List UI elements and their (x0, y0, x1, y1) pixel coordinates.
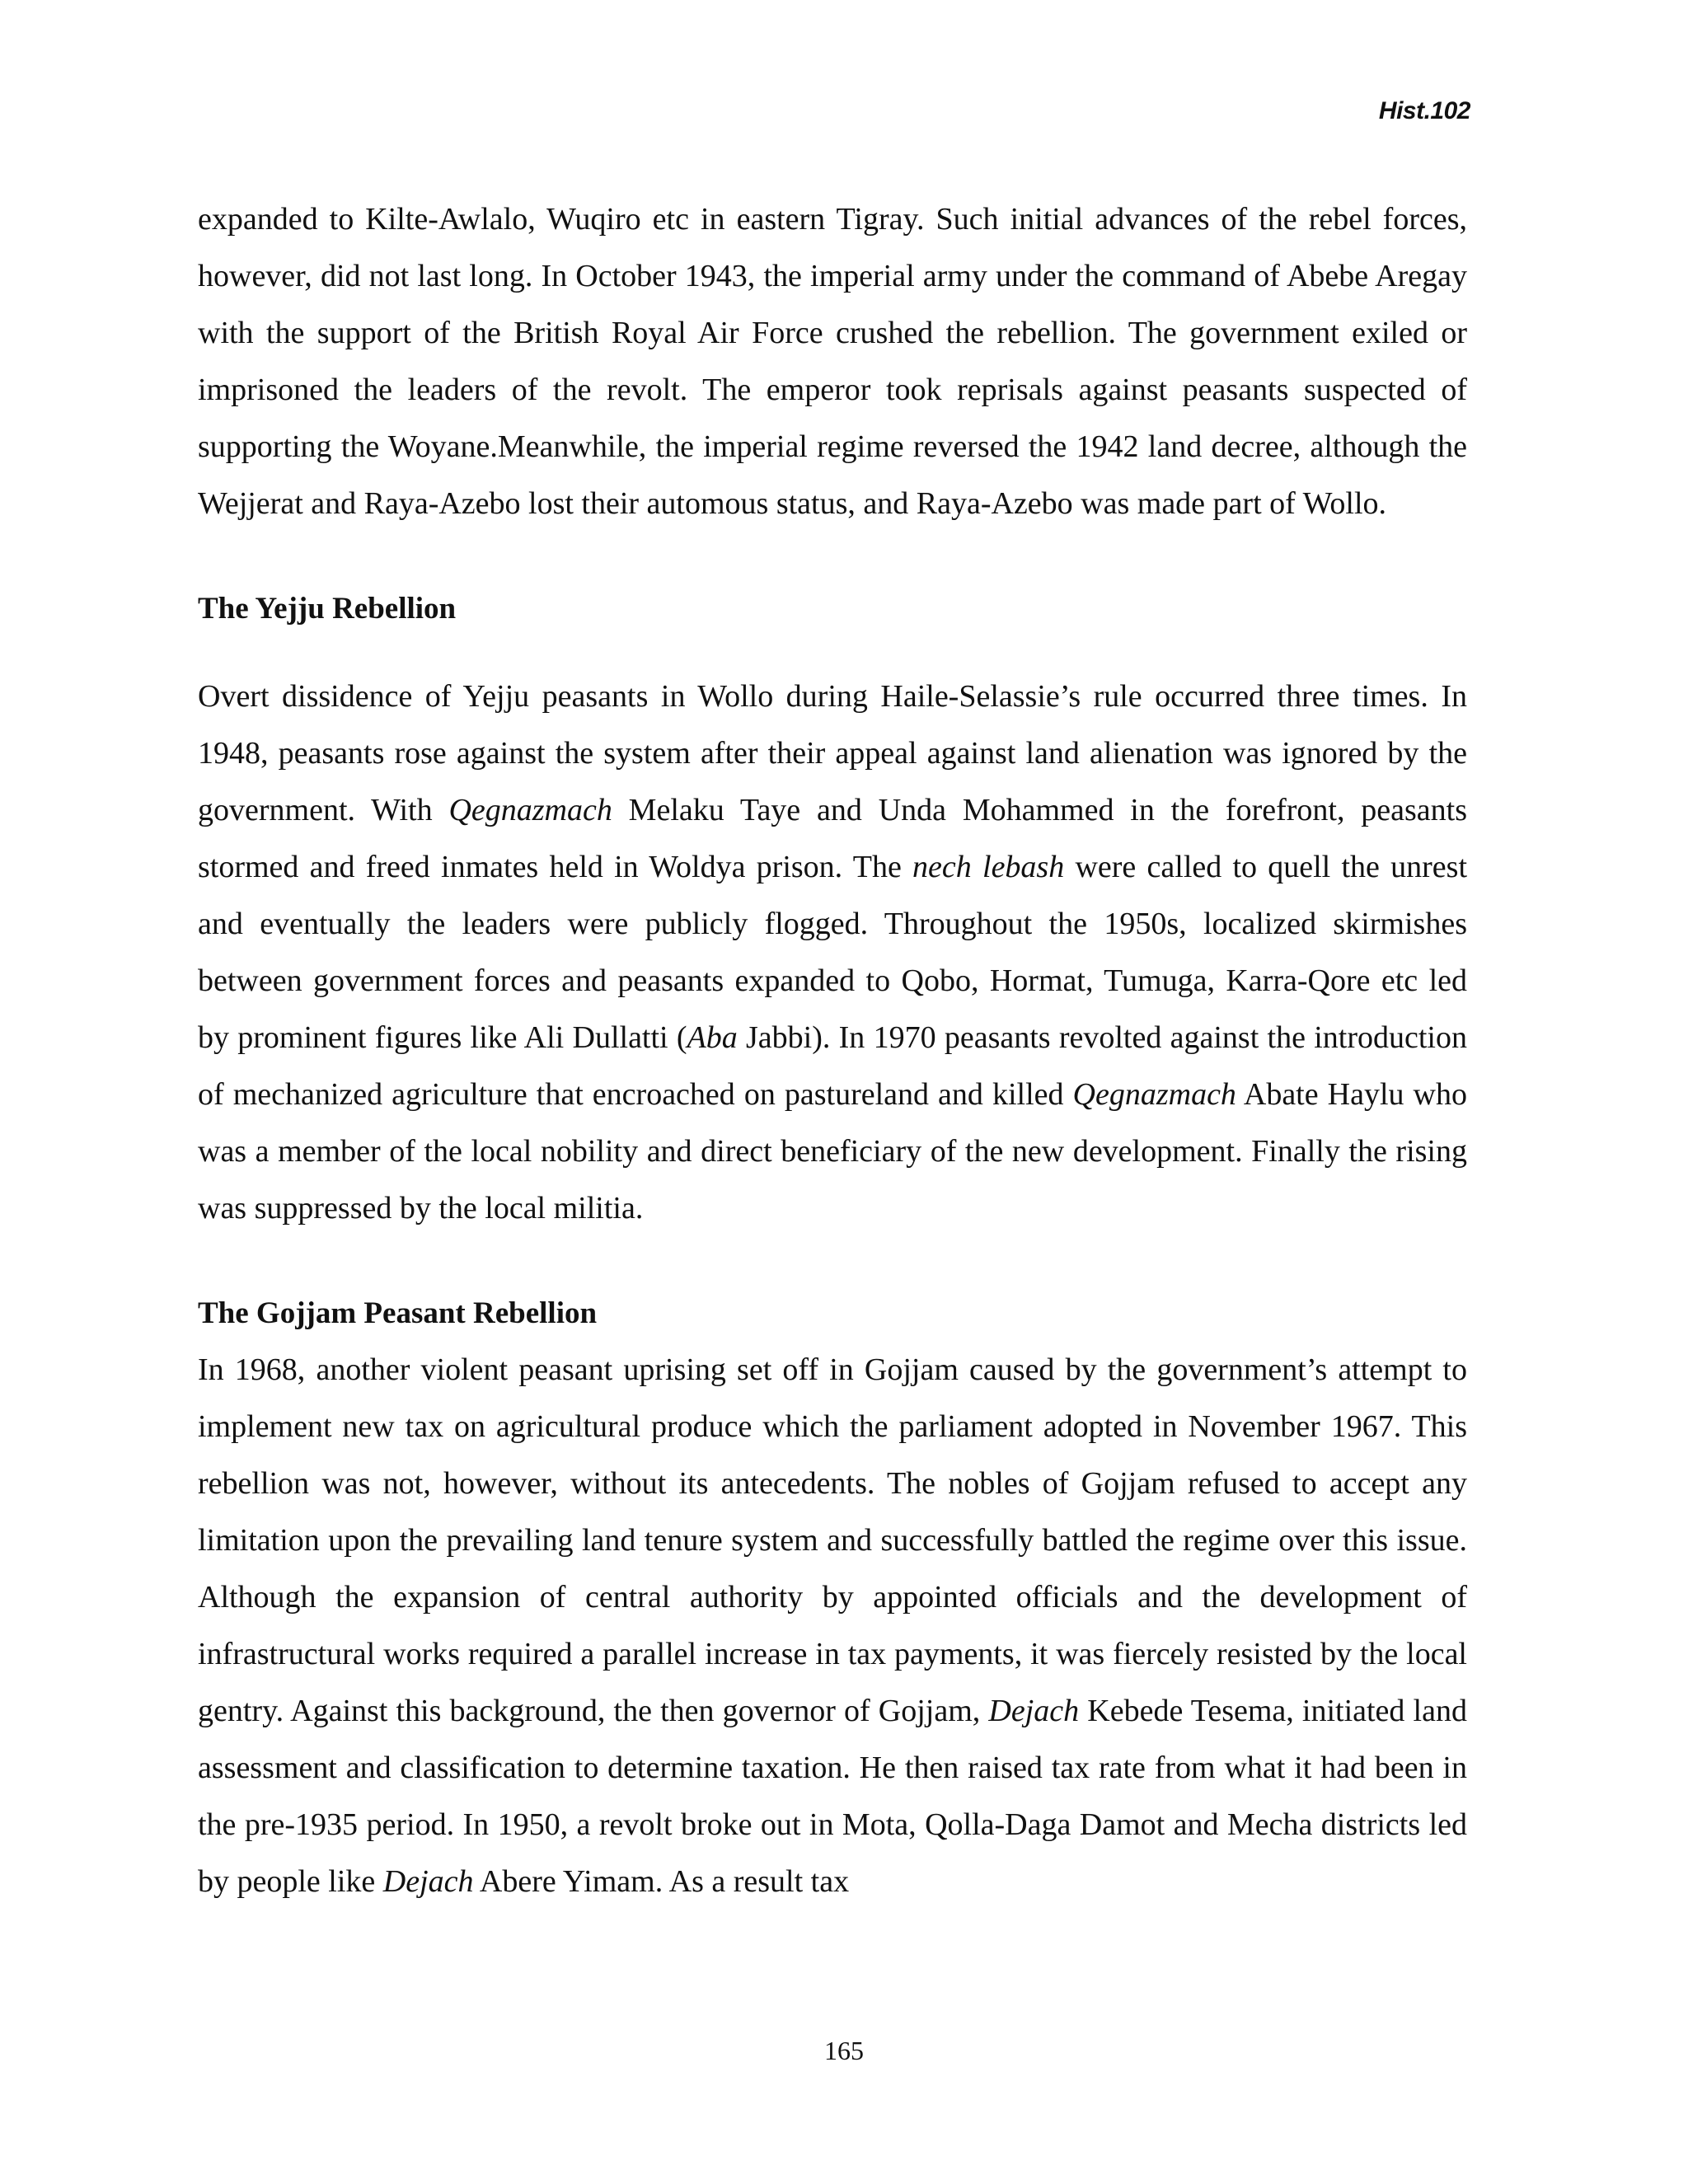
yejju-text-4: Jabbi). In 1970 peasants revolted against the introduction of mechanized agriculture that encroached on pastureland and killed (198, 1020, 1467, 1112)
term-dejach: Dejach (382, 1864, 474, 1899)
gojjam-heading: The Gojjam Peasant Rebellion (198, 1296, 598, 1330)
gojjam-paragraph (198, 1342, 1467, 1910)
gojjam-text-3: Abere Yimam. As a result tax (473, 1864, 850, 1899)
page-body (198, 191, 1467, 1910)
term-nech-lebash: nech lebash (912, 850, 1065, 884)
term-qegnazmach: Qegnazmach (448, 793, 612, 827)
page-number: 165 (824, 2036, 864, 2065)
yejju-text-5: Abate Haylu who was a member of the local nobility and direct beneficiary of the new development. Finally the rising was suppressed by the local militia. (198, 1077, 1467, 1226)
yejju-heading: The Yejju Rebellion (198, 592, 457, 626)
term-qegnazmach: Qegnazmach (1072, 1077, 1236, 1112)
term-aba: Aba (687, 1020, 738, 1055)
term-dejach: Dejach (988, 1694, 1080, 1728)
yejju-text-2: Melaku Taye and Unda Mohammed in the forefront, peasants stormed and freed inmates held in Woldya prison. The (198, 793, 1468, 884)
yejju-text-3: were called to quell the unrest and eventually the leaders were publicly flogged. Throughout the 1950s, localized skirmishes between government forces and peasants expanded to Qobo, Hormat, Tumuga, Karra-Qore etc led by prominent figures like Ali Dullatti ( (198, 850, 1467, 1055)
gojjam-text-1: In 1968, another violent peasant uprising set off in Gojjam caused by the government’s attempt to implement new tax on agricultural produce which the parliament adopted in November 1967. This rebellion was not, however, without its antecedents. The nobles of Gojjam refused to accept any limitation upon the prevailing land tenure system and successfully battled the regime over this issue. Although the expansion of central authority by appointed officials and the development of infrastructural works required a parallel increase in tax payments, it was fiercely resisted by the local gentry. Against this background, the then governor of Gojjam, (198, 1352, 1467, 1728)
running-header: Hist.102 (1378, 97, 1470, 124)
intro-paragraph: expanded to Kilte-Awlalo, Wuqiro etc in eastern Tigray. Such initial advances of the rebel forces, however, did not last long. In October 1943, the imperial army under the command of Abebe Aregay with the support of the British Royal Air Force crushed the rebellion. The government exiled or imprisoned the leaders of the revolt. The emperor took reprisals against peasants suspected of supporting the Woyane.Meanwhile, the imperial regime reversed the 1942 land decree, although the Wejjerat and Raya-Azebo lost their automous status, and Raya-Azebo was made part of Wollo. (198, 202, 1467, 521)
yejju-text-1: Overt dissidence of Yejju peasants in Wollo during Haile-Selassie’s rule occurred three times. In 1948, peasants rose against the system after their appeal against land alienation was ignored by the government. With (198, 679, 1467, 827)
gojjam-text-2: Kebede Tesema, initiated land assessment and classification to determine taxation. He then raised tax rate from what it had been in the pre-1935 period. In 1950, a revolt broke out in Mota, Qolla-Daga Damot and Mecha districts led by people like (198, 1694, 1467, 1899)
yejju-paragraph (198, 668, 1467, 1237)
